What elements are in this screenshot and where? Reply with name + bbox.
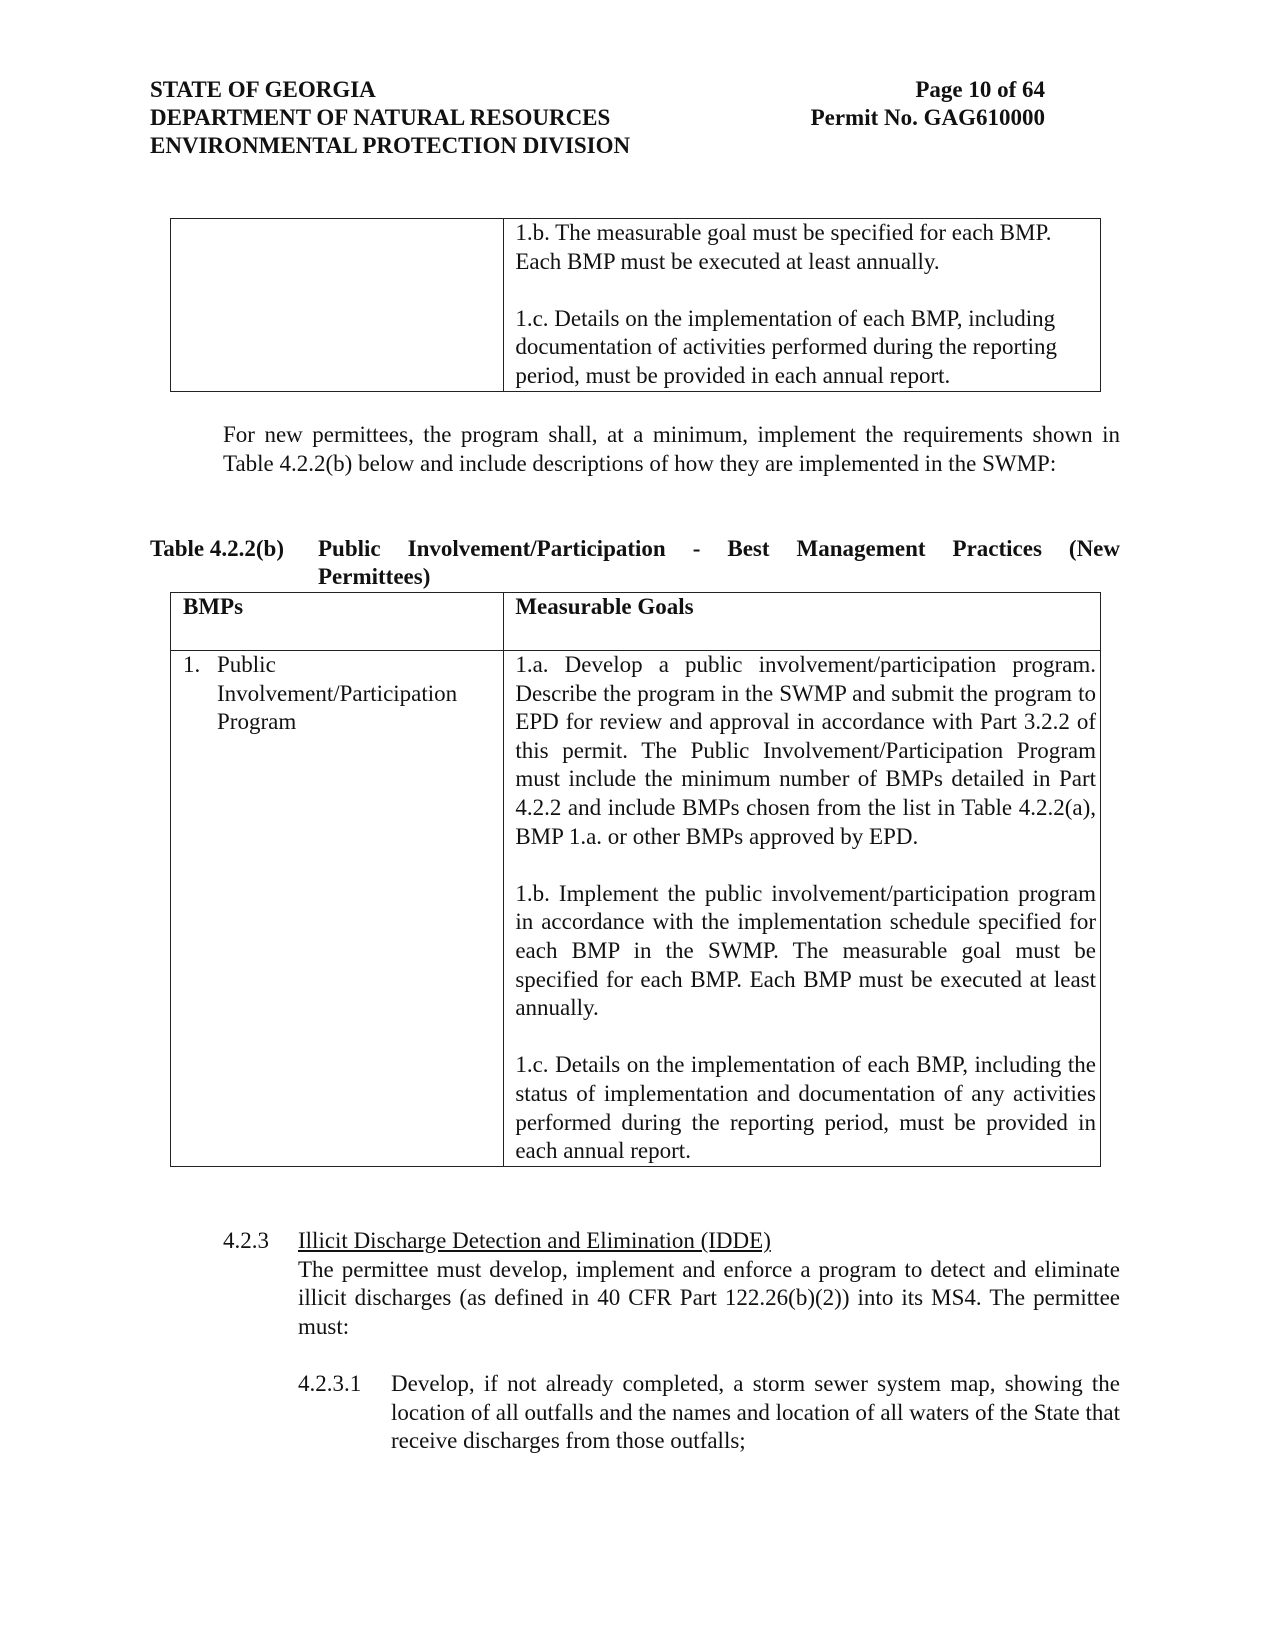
section-paragraph: The permittee must develop, implement and enforce a program to detect and eliminate illicit discharges (as defined in 40 CFR Part 122.26(b)(2)) into its MS4. The permittee must:	[298, 1256, 1120, 1339]
permit-number: Permit No. GAG610000	[810, 105, 1045, 130]
bmp-list-item	[183, 651, 493, 737]
goal-paragraph: 1.b. Implement the public involvement/participation program in accordance with the implementation schedule specified for each BMP in the SWMP. The measurable goal must be specified for each BMP. Each BMP must be executed at least annually.	[515, 880, 1096, 1021]
intro-paragraph: For new permittees, the program shall, at a minimum, implement the requirements shown in Table 4.2.2(b) below and include descriptions of how they are implemented in the SWMP:	[223, 422, 1120, 476]
bmp-table-continued	[170, 218, 1101, 392]
bmp-cell	[171, 219, 504, 392]
bmp-name: Public Involvement/Participation Program	[217, 652, 458, 735]
page-info-header	[790, 76, 1045, 132]
goals-cell	[504, 219, 1101, 392]
table-row	[171, 651, 1101, 1167]
header-line-department: DEPARTMENT OF NATURAL RESOURCES	[150, 105, 611, 130]
section-title: Illicit Discharge Detection and Elimination (IDDE)	[298, 1228, 771, 1253]
header-line-division: ENVIRONMENTAL PROTECTION DIVISION	[150, 133, 631, 158]
table-header-row	[171, 593, 1101, 651]
goal-paragraph: 1.b. The measurable goal must be specified for each BMP. Each BMP must be executed at least annually.	[515, 220, 1052, 274]
page-number: Page 10 of 64	[915, 77, 1045, 102]
bmp-number: 1.	[183, 652, 201, 677]
header-line-state: STATE OF GEORGIA	[150, 77, 376, 102]
goal-paragraph: 1.a. Develop a public involvement/participation program. Describe the program in the SWMP and submit the program to EPD for review and approval in accordance with Part 3.2.2 of this permit. The Public Involvement/Participation Program must include the minimum number of BMPs detailed in Part 4.2.2 and include BMPs chosen from the list in Table 4.2.2(a), BMP 1.a. or other BMPs approved by EPD.	[515, 652, 1096, 849]
bmp-table-new-permittees	[170, 592, 1101, 1167]
table-caption-number: Table 4.2.2(b)	[150, 536, 284, 561]
goals-cell	[504, 651, 1101, 1167]
table-caption-title-continued: Permittees)	[318, 564, 431, 589]
subsection-number: 4.2.3.1	[298, 1371, 362, 1396]
agency-header	[150, 76, 630, 160]
subsection-paragraph: Develop, if not already completed, a storm sewer system map, showing the location of all outfalls and the names and location of all waters of the State that receive discharges from those outfalls;	[391, 1371, 1120, 1454]
column-header-bmps: BMPs	[171, 593, 504, 651]
goal-paragraph: 1.c. Details on the implementation of each BMP, including documentation of activities performed during the reporting period, must be provided in each annual report.	[515, 305, 1057, 388]
column-header-measurable-goals: Measurable Goals	[504, 593, 1101, 651]
section-number: 4.2.3	[223, 1228, 269, 1253]
table-row	[171, 219, 1101, 392]
table-caption-title: Public Involvement/Participation - Best Management Practices (New	[318, 536, 1120, 561]
goal-paragraph: 1.c. Details on the implementation of each BMP, including the status of implementation and documentation of any activities performed during the reporting period, must be provided in each annual report.	[515, 1052, 1096, 1164]
bmp-cell	[171, 651, 504, 1167]
